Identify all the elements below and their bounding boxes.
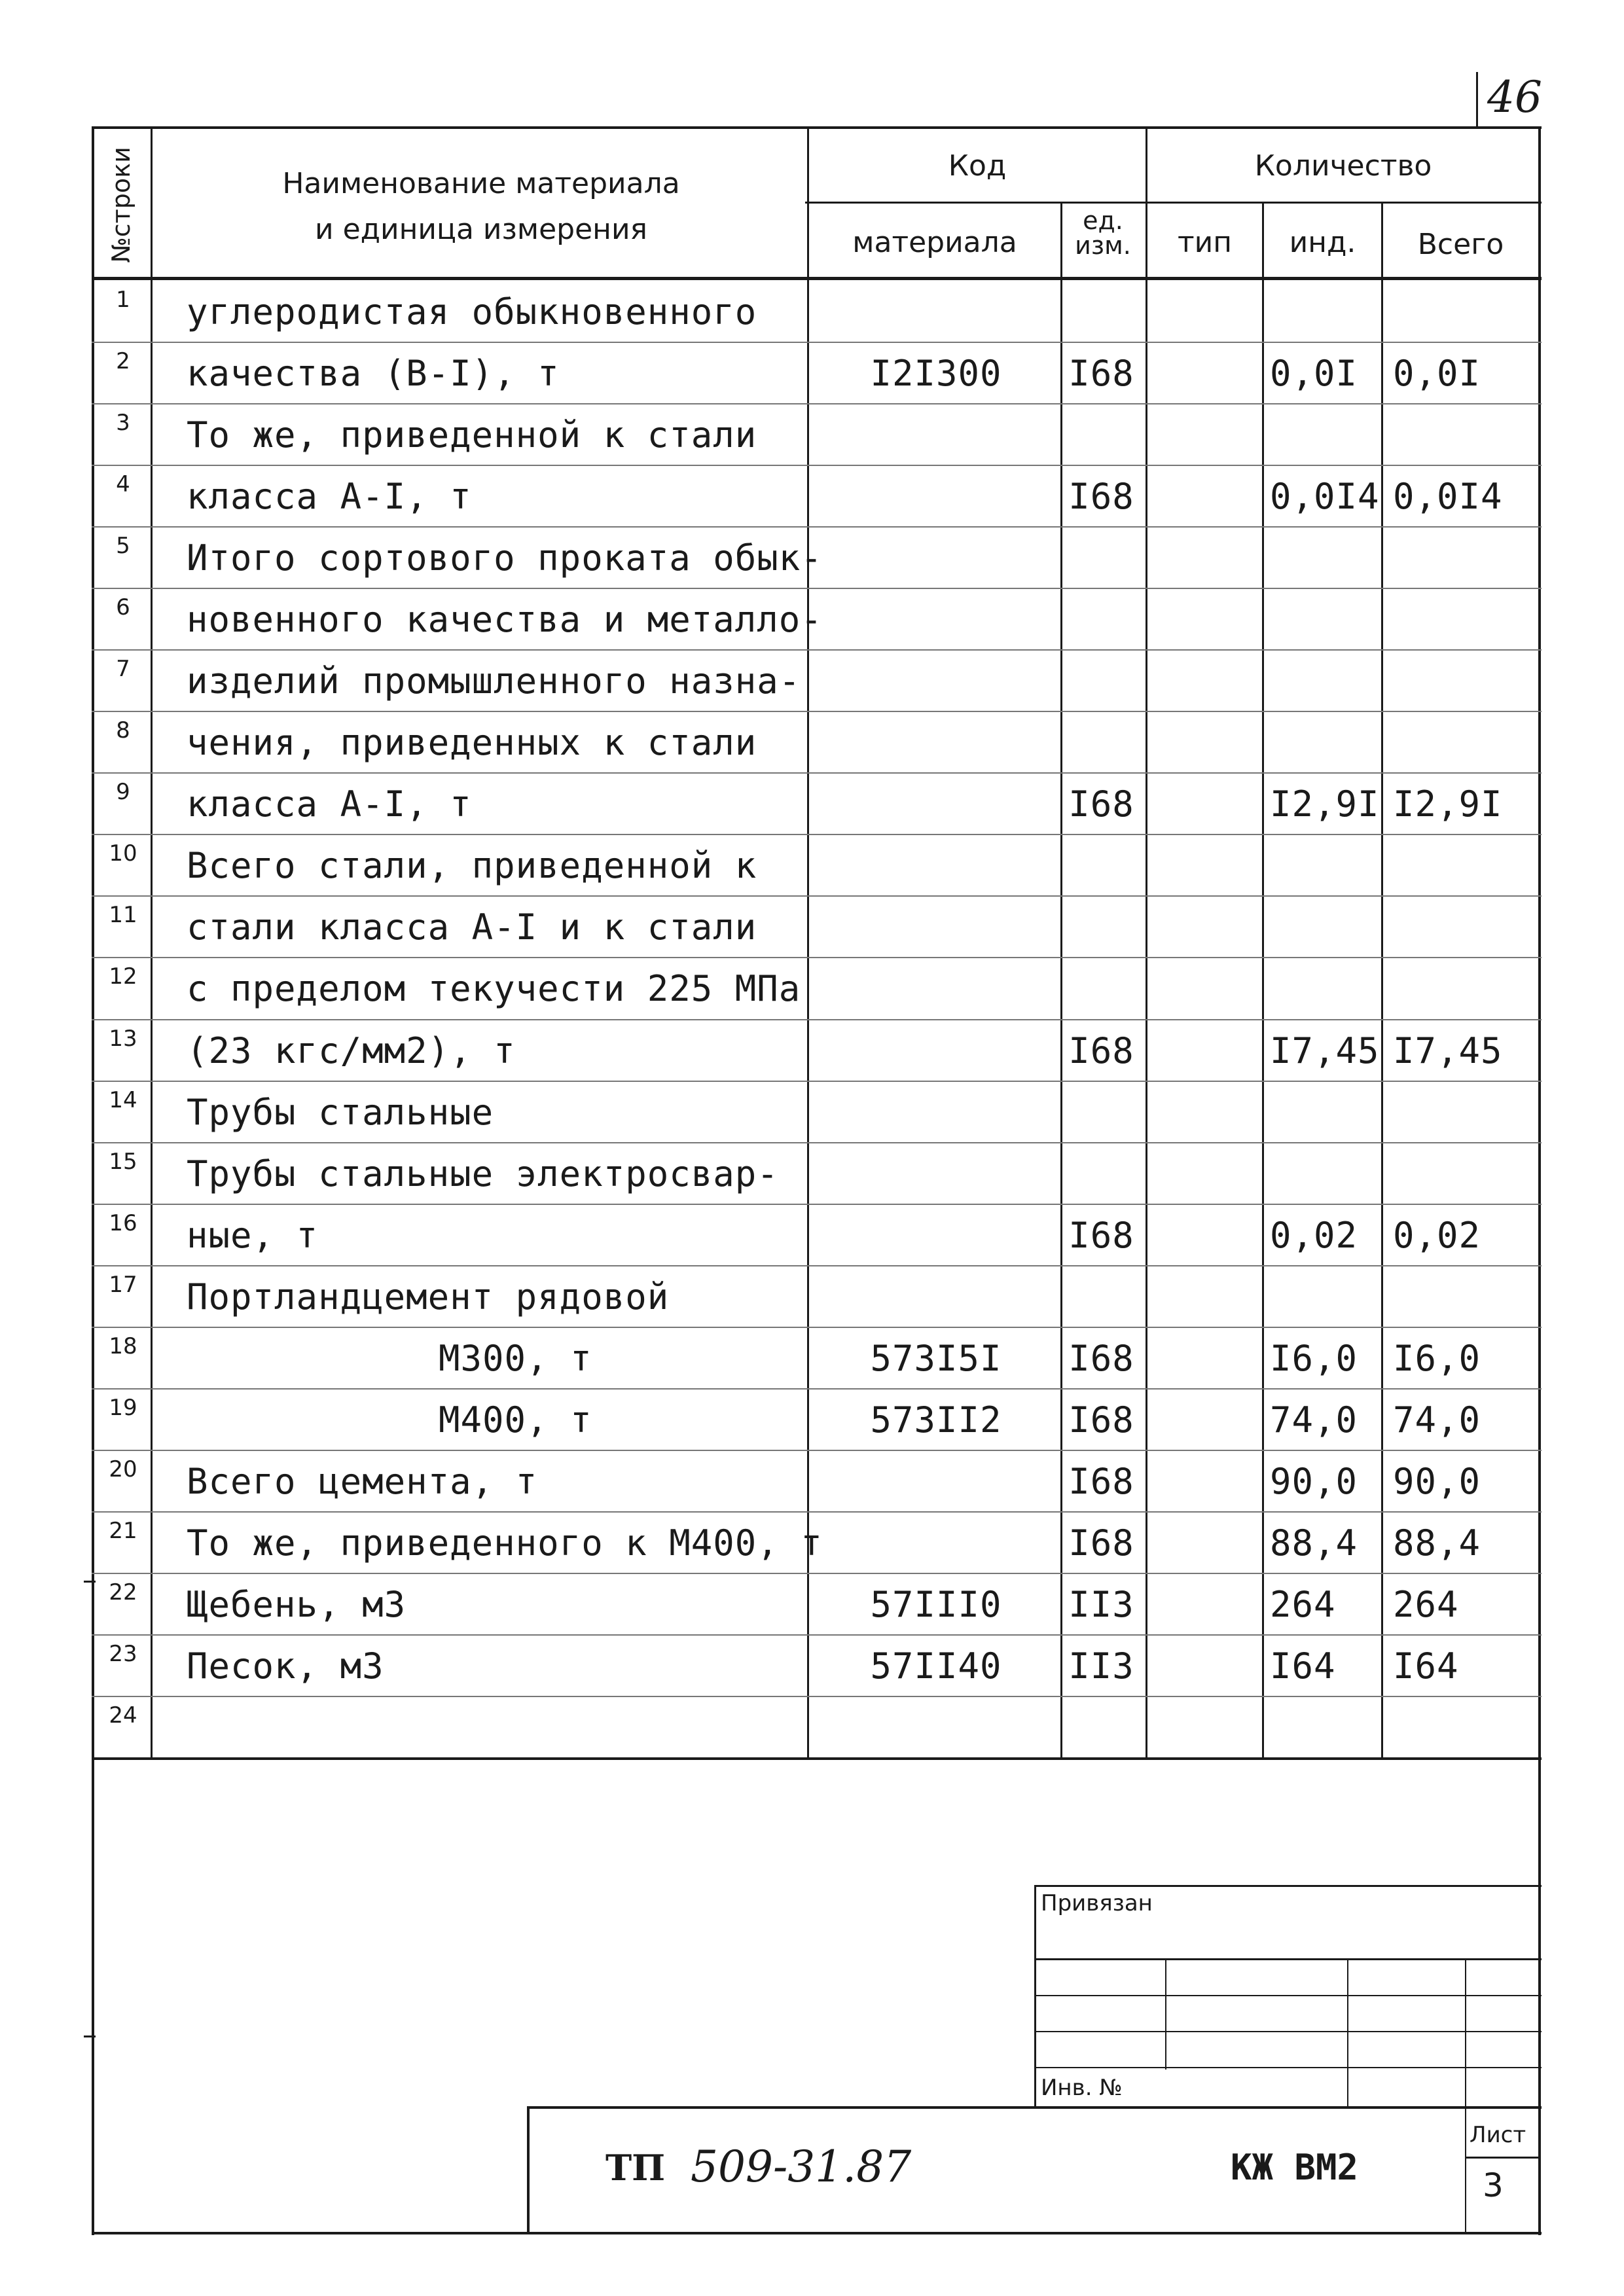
row-number: 8 (116, 717, 130, 744)
header-qty-ind: инд. (1289, 226, 1356, 259)
row-separator (92, 1388, 1542, 1390)
qty-individual: 74,0 (1270, 1399, 1358, 1441)
row-separator (92, 1327, 1542, 1328)
row-separator (92, 342, 1542, 343)
material-code: I2I300 (870, 353, 1002, 394)
material-name: Песок, м3 (187, 1645, 384, 1687)
qty-total: 90,0 (1393, 1461, 1481, 1502)
row-separator (92, 957, 1542, 958)
header-code-material: материала (852, 226, 1017, 259)
col-rownum-right (151, 126, 153, 1759)
qty-total: I64 (1393, 1645, 1459, 1687)
row-separator (92, 588, 1542, 589)
titleblock-bottom (92, 2232, 1542, 2234)
row-separator (92, 1204, 1542, 1205)
row-number: 17 (109, 1272, 137, 1298)
qty-total: 88,4 (1393, 1522, 1481, 1564)
material-name: углеродистая обыкновенного (187, 291, 757, 332)
row-separator (92, 772, 1542, 774)
material-name: То же, приведенного к М400, т (187, 1522, 823, 1564)
qty-individual: 0,02 (1270, 1215, 1358, 1256)
material-name: изделий промышленного назна- (187, 660, 801, 702)
row-number: 14 (109, 1087, 137, 1113)
row-number: 20 (109, 1456, 137, 1482)
row-separator (92, 1696, 1542, 1697)
qty-total: 0,0I4 (1393, 476, 1503, 517)
material-name: Всего стали, приведенной к (187, 845, 757, 886)
header-name-line2: и единица измерения (314, 213, 648, 246)
row-separator (92, 1450, 1542, 1451)
row-separator (92, 1511, 1542, 1513)
row-separator (92, 526, 1542, 528)
row-separator (92, 403, 1542, 404)
row-number: 9 (116, 779, 130, 805)
row-number: 3 (116, 410, 130, 436)
margin-tick-1 (84, 1581, 96, 1583)
unit-code: I68 (1068, 1030, 1134, 1071)
row-number: 24 (109, 1702, 137, 1729)
material-name: класса А-I, т (187, 476, 472, 517)
row-number: 15 (109, 1149, 137, 1175)
unit-code: I68 (1068, 1399, 1134, 1441)
col-ind-right (1381, 202, 1383, 1759)
row-separator (92, 465, 1542, 466)
material-code: 573II2 (870, 1399, 1002, 1441)
row-separator (92, 895, 1542, 897)
material-name: М400, т (439, 1399, 592, 1441)
material-name: (23 кгс/мм2), т (187, 1030, 516, 1071)
material-name: чения, приведенных к стали (187, 722, 757, 763)
unit-code: I68 (1068, 1522, 1134, 1564)
qty-total: I2,9I (1393, 783, 1503, 825)
qty-individual: I64 (1270, 1645, 1336, 1687)
stamp-left-edge (92, 1757, 94, 2235)
row-number: 19 (109, 1395, 137, 1421)
row-number: 7 (116, 656, 130, 682)
unit-code: I68 (1068, 1461, 1134, 1502)
page-number-divider (1476, 72, 1478, 128)
material-code: 57II40 (870, 1645, 1002, 1687)
project-prefix: ТП (605, 2147, 666, 2189)
material-name: с пределом текучести 225 МПа (187, 968, 801, 1009)
qty-total: I7,45 (1393, 1030, 1503, 1071)
header-qty-type: тип (1178, 226, 1232, 259)
qty-individual: I6,0 (1270, 1338, 1358, 1379)
material-name: ные, т (187, 1215, 319, 1256)
material-name: Портландцемент рядовой (187, 1276, 670, 1318)
row-number: 23 (109, 1641, 137, 1667)
material-code: 573I5I (870, 1338, 1002, 1379)
row-separator (92, 649, 1542, 651)
unit-code: I68 (1068, 783, 1134, 825)
qty-individual: I2,9I (1270, 783, 1380, 825)
qty-individual: I7,45 (1270, 1030, 1380, 1071)
stamp-bound-left (1034, 1885, 1036, 2108)
material-code: 57III0 (870, 1584, 1002, 1625)
row-number: 1 (116, 287, 130, 313)
unit-code: I68 (1068, 1215, 1134, 1256)
sheet-box-divider (1465, 2157, 1540, 2159)
material-name: Всего цемента, т (187, 1461, 538, 1502)
table-top-border (92, 126, 1542, 129)
material-name: новенного качества и металло- (187, 599, 823, 640)
row-number: 10 (109, 840, 137, 867)
project-number: 509-31.87 (691, 2142, 912, 2192)
material-name: стали класса А-I и к стали (187, 906, 757, 948)
row-number: 5 (116, 533, 130, 559)
stamp-grid-v2 (1347, 1958, 1348, 2108)
page-number: 46 (1487, 72, 1542, 122)
row-separator (92, 1634, 1542, 1636)
margin-tick-2 (84, 2036, 96, 2037)
header-mid-line (805, 202, 1542, 204)
row-separator (92, 1265, 1542, 1266)
material-name: Трубы стальные электросвар- (187, 1153, 779, 1194)
row-number: 2 (116, 348, 130, 374)
qty-total: I6,0 (1393, 1338, 1481, 1379)
row-number: 16 (109, 1210, 137, 1236)
material-name: класса А-I, т (187, 783, 472, 825)
row-number: 4 (116, 471, 130, 497)
unit-code: I68 (1068, 353, 1134, 394)
unit-code: I68 (1068, 476, 1134, 517)
qty-total: 74,0 (1393, 1399, 1481, 1441)
row-separator (92, 1081, 1542, 1082)
qty-individual: 90,0 (1270, 1461, 1358, 1502)
header-name-line1: Наименование материала (282, 167, 680, 200)
qty-individual: 0,0I (1270, 353, 1358, 394)
row-number: 22 (109, 1579, 137, 1605)
qty-total: 0,02 (1393, 1215, 1481, 1256)
material-name: То же, приведенной к стали (187, 414, 757, 456)
qty-total: 0,0I (1393, 353, 1481, 394)
stamp-inv-label: Инв. № (1041, 2075, 1123, 2101)
row-separator (92, 711, 1542, 712)
material-name: М300, т (439, 1338, 592, 1379)
row-number: 6 (116, 594, 130, 620)
row-number: 21 (109, 1518, 137, 1544)
col-name-right (807, 126, 809, 1759)
col-unit-right (1146, 126, 1147, 1759)
sheet-label: Лист (1470, 2122, 1526, 2148)
row-separator (92, 1573, 1542, 1574)
table-right-border (1538, 126, 1541, 2235)
unit-code: II3 (1068, 1584, 1134, 1625)
header-bottom-line (92, 277, 1542, 280)
row-separator (92, 1142, 1542, 1143)
titleblock-top (527, 2106, 1542, 2109)
titleblock-left (527, 2106, 530, 2234)
unit-code: I68 (1068, 1338, 1134, 1379)
stamp-grid-v1 (1165, 1958, 1166, 2070)
material-name: качества (В-I), т (187, 353, 560, 394)
qty-individual: 0,0I4 (1270, 476, 1380, 517)
col-type-right (1262, 202, 1264, 1759)
header-qty-total: Всего (1417, 228, 1504, 261)
header-quantity: Количество (1254, 149, 1432, 183)
row-number: 11 (109, 902, 137, 928)
table-bottom-line (92, 1757, 1542, 1760)
stamp-bound-label: Привязан (1041, 1890, 1153, 1916)
material-name: Итого сортового проката обык- (187, 537, 823, 579)
qty-total: 264 (1393, 1584, 1459, 1625)
material-name: Щебень, м3 (187, 1584, 406, 1625)
qty-individual: 88,4 (1270, 1522, 1358, 1564)
header-code-unit: ед. изм. (1075, 206, 1131, 260)
stamp-grid-v3 (1465, 1958, 1466, 2233)
sheet-number: 3 (1483, 2166, 1504, 2204)
doc-mark: КЖ ВМ2 (1231, 2147, 1359, 2188)
row-number: 13 (109, 1026, 137, 1052)
row-separator (92, 1019, 1542, 1020)
unit-code: II3 (1068, 1645, 1134, 1687)
row-number: 18 (109, 1333, 137, 1359)
header-code: Код (948, 149, 1007, 183)
stamp-bound-top (1034, 1885, 1542, 1887)
qty-individual: 264 (1270, 1584, 1336, 1625)
material-name: Трубы стальные (187, 1092, 494, 1133)
row-separator (92, 834, 1542, 835)
header-row-number: №строки (107, 146, 135, 263)
row-number: 12 (109, 963, 137, 990)
